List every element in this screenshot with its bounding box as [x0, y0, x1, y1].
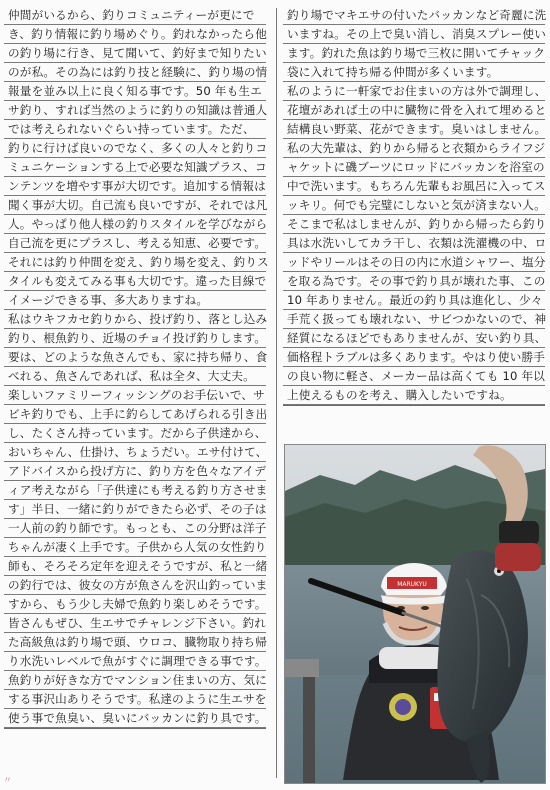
cap-logo-text: MARUKYU — [397, 581, 427, 588]
left_column-line: 人。やっぱり他人様の釣りスタイルを学びながら — [8, 217, 268, 231]
left_column-line: 要は、どのような魚さんでも、家に持ち帰り、食 — [8, 350, 268, 364]
left_column-line: べれる、魚さんであれば、私は全タ、大丈夫。 — [8, 369, 255, 383]
left_column-line: する事沢山ありそうです。私達のように生エサを — [8, 692, 267, 706]
left_column-line: 釣り、根魚釣り、近場のチョイ投げ釣りします。 — [8, 331, 267, 345]
left_column-line: ちゃんが凄く上手です。子供から人気の女性釣り — [8, 540, 267, 554]
left_column-line: 皆さんもぜひ、生エサでチャレンジ下さい。釣れ — [8, 616, 267, 630]
right_column-line: 釣り場でマキエサの付いたバッカンなど奇麗に洗 — [287, 8, 547, 22]
left_column-line: 釣りに行けば良いのでなく、多くの人々と釣りコ — [8, 141, 268, 155]
left_column-line: それには釣り仲間を変え、釣り場を変え、釣りス — [8, 255, 269, 269]
left_column-line: サ釣り、すれば当然のように釣りの知識は普通人 — [8, 103, 268, 117]
right_column-line: ます。釣れた魚は釣り場で三枚に開いてチャック — [287, 46, 546, 60]
right_column-line: を取る為です。その事で釣り具が壊れた事、この — [287, 274, 546, 288]
right_column-line: ャケットに磯ブーツにロッドにバッカンを浴室の — [287, 160, 545, 174]
article-text-right — [283, 6, 545, 406]
right_column-line: 私のように一軒家でお住まいの方は外で調理し、 — [287, 84, 547, 98]
left_column-line: 仲間がいるから、釣りコミュニティーが更にで — [8, 8, 255, 22]
left_column-line: 私はウキフカセ釣りから、投げ釣り、落とし込み — [8, 312, 268, 326]
left_column-line: ビキ釣りでも、上手に釣らしてあげられる引き出 — [8, 407, 268, 421]
right_column-line: ッキリ。何でも完璧にしないと気が済まない人。 — [287, 198, 546, 212]
right_column-line: 具は水洗いしてカラ干し、衣類は洗濯機の中、ロ — [287, 236, 547, 250]
right_column-line: の良い物に軽さ、メーカー品は高くても 10 年以 — [287, 369, 546, 383]
right_column-line: 私の大先輩は、釣りから帰ると衣類からライフジ — [287, 141, 546, 155]
article-text-left — [4, 6, 269, 729]
left_column-line: ンテンツを増やす事が大切です。追加する情報は — [8, 179, 266, 193]
left_column-line: 自己流を更にプラスし、考える知恵、必要です。 — [8, 236, 267, 250]
left_column-line: 聞く事が大切。自己流も良いですが、それでは凡 — [8, 198, 268, 212]
angler-photo — [284, 444, 546, 784]
page-number-mark: 〃 — [3, 776, 13, 786]
left_column-line: 使う事で魚臭い、臭いにバッカンに釣り具です。 — [8, 711, 267, 725]
right_column-line: 中で洗います。もちろん先輩もお風呂に入ってス — [287, 179, 546, 193]
left_column-line: アドバイスから投げ方に、釣り方を色々なアイデ — [8, 464, 267, 478]
left_column-line: す」半日、一緒に釣りができたら必ず、その子は — [8, 502, 267, 516]
left_column-line: 魚釣りが好きな方でマンション住まいの方、気に — [8, 673, 267, 687]
left_column-line: イメージできる事、多大ありますね。 — [8, 293, 209, 307]
right_column-line: 10 年ありません。最近の釣り具は進化し、少々 — [287, 293, 543, 307]
right_column-line: 上使えるものを考え、購入したいですね。 — [287, 388, 512, 402]
left_column-line: 師も、そろそろ定年を迎えそうですが、私と一緒 — [8, 559, 268, 573]
left_column-line: し、たくさん持っています。だから子供達から、 — [8, 426, 267, 440]
left_column-line: 報量を並み以上に良く知る事です。50 年も生エ — [8, 84, 262, 98]
right_column-line: 袋に入れて持ち帰る仲間が多くいます。 — [287, 65, 499, 79]
left_column-line: タイルも変えてみる事も大切です。違った目線で — [8, 274, 267, 288]
article-right-column — [283, 6, 545, 436]
left_column-line: のが私。その為には釣り技と経験に、釣り場の情 — [8, 65, 268, 79]
right_column-line: 価格程トラブルは多くあります。やはり使い勝手 — [287, 350, 546, 364]
left_column-line: では考えられないぐらい持っています。ただ、 — [8, 122, 255, 136]
left_column-line: 楽しいファミリーフィッシングのお手伝いで、サ — [8, 388, 265, 402]
right_column-line: ッドやリールはその日の内に水道シャワー、塩分 — [287, 255, 546, 269]
angler-with-fish-image — [285, 445, 545, 783]
left_column-line: た高級魚は釣り場で頭、ウロコ、臓物取り持ち帰 — [8, 635, 268, 649]
right_column-line: 経質になるほどでもありませんが、安い釣り具、 — [287, 331, 547, 345]
left_column-line: 一人前の釣り師です。もっとも、この分野は洋子 — [8, 521, 267, 535]
left_column-line: ィア考えながら「子供達にも考える釣り方させま — [8, 483, 268, 497]
left_column-line: の釣行では、彼女の方が魚さんを沢山釣っていま — [8, 578, 268, 592]
left_column-line: き、釣り情報に釣り場めぐり。釣れなかったら他 — [8, 27, 268, 41]
right_column-line: 手荒く扱っても壊れない、サビつかないので、神 — [287, 312, 547, 326]
right_column-line: そこまで私はしませんが、釣りから帰ったら釣り — [287, 217, 547, 231]
article-left-column — [4, 6, 269, 781]
left_column-line: すから、もう少し夫婦で魚釣り楽しめそうです。 — [8, 597, 267, 611]
right_column-line: 花壇があれば土の中に臓物に骨を入れて埋めると — [287, 103, 547, 117]
right_column-line: 結構良い野菜、花ができます。臭いはしません。 — [287, 122, 547, 136]
right_column-line: いますね。その上で臭い消し、消臭スプレー使い — [287, 27, 547, 41]
left_column-line: ミュニケーションする上で必要な知識プラス、コ — [8, 160, 267, 174]
column-divider — [276, 8, 277, 778]
left_column-line: おいちゃん、仕掛け、ちょうだい。エサ付けて、 — [8, 445, 268, 459]
left_column-line: の釣り場に行き、見て聞いて、釣好まで知りたい — [8, 46, 267, 60]
left_column-line: り水洗いレベルで魚がすぐに調理できる事です。 — [8, 654, 267, 668]
